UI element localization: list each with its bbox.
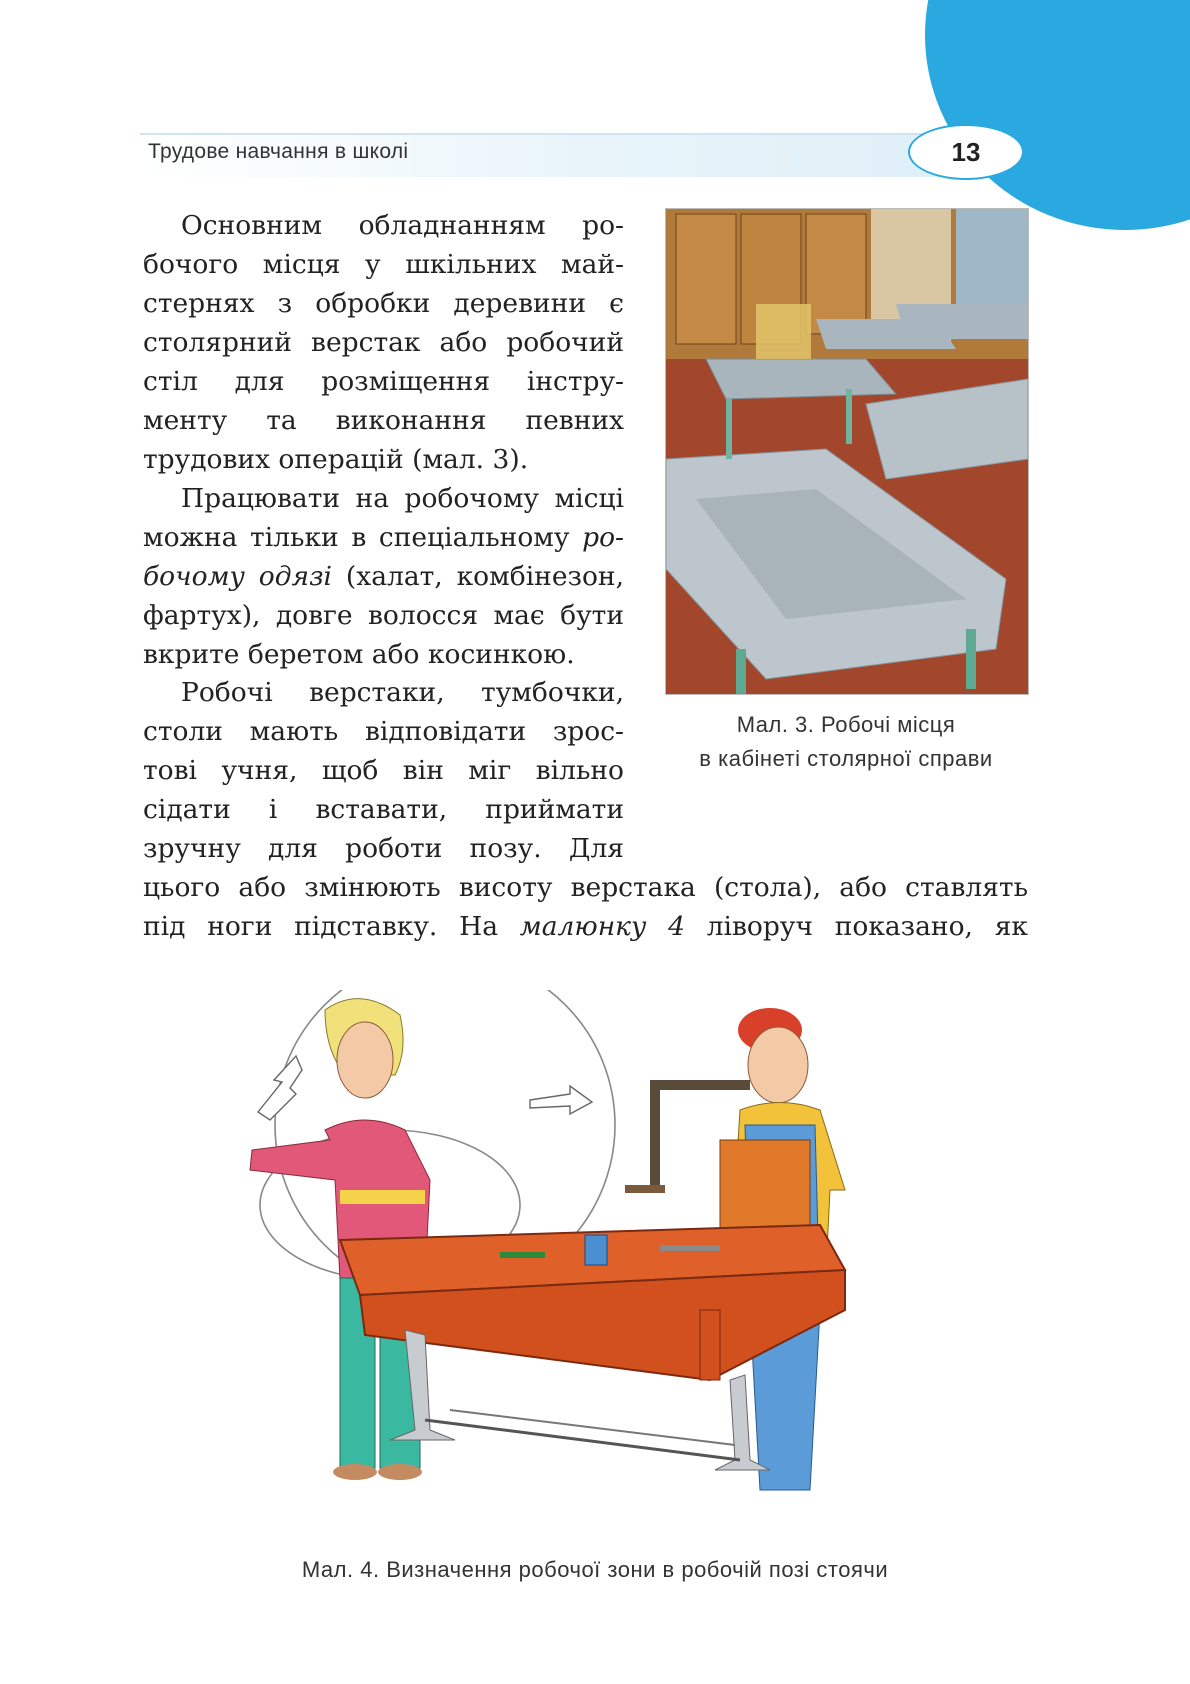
- text-line: [143, 907, 1028, 946]
- text-line: Основним обладнанням ро-: [181, 210, 624, 241]
- working-zone-drawing: [230, 990, 1010, 1550]
- italic-term: ро-: [582, 522, 624, 553]
- text-line: стіл для розміщення інстру-: [143, 366, 624, 397]
- text-line: бочого місця у шкільних май-: [143, 249, 624, 280]
- text-run: можна тільки в спеціальному: [143, 522, 583, 553]
- italic-term: бочому одязі: [143, 561, 333, 592]
- text-line: менту та виконання певних: [143, 405, 624, 436]
- text-line: Працювати на робочому місці: [181, 483, 624, 514]
- paragraph-2: [143, 479, 624, 674]
- text-line: сідати і вставати, приймати: [143, 794, 624, 825]
- text-line: [143, 557, 624, 596]
- workshop-photo: [665, 208, 1029, 695]
- workshop-photo-drawing: [666, 209, 1028, 694]
- figure-3-caption-line: Мал. 3. Робочі місця: [736, 712, 956, 737]
- text-line: трудових операцій (мал. 3).: [143, 444, 529, 475]
- running-title: Трудове навчання в школі: [148, 140, 409, 163]
- working-zone-illustration: [230, 990, 1010, 1550]
- text-run: ліворуч показано, як: [684, 911, 1028, 942]
- page-number-badge: [908, 124, 1024, 180]
- paragraph-1: [143, 206, 624, 479]
- text-line: тові учня, щоб він міг вільно: [143, 755, 624, 786]
- page-number: 13: [951, 136, 981, 167]
- text-run: (халат, комбінезон,: [332, 561, 625, 592]
- text-line: фартух), довге волосся має бути: [143, 600, 624, 631]
- text-line: столярний верстак або робочий: [143, 327, 624, 358]
- text-line: зручну для роботи позу. Для: [143, 833, 624, 864]
- text-line: [143, 518, 624, 557]
- text-line: цього або змінюють висоту верстака (стола), або ставлять: [143, 872, 1028, 903]
- figure-3-caption: [660, 708, 1032, 776]
- figure-4-caption: Мал. 4. Визначення робочої зони в робочій позі стоячи: [301, 1557, 889, 1582]
- text-run: під ноги підставку. На: [143, 911, 520, 942]
- text-line: Робочі верстаки, тумбочки,: [181, 677, 624, 708]
- corner-decoration: [925, 0, 1190, 230]
- text-line: вкрите беретом або косинкою.: [143, 639, 575, 670]
- text-line: стернях з обробки деревини є: [143, 288, 624, 319]
- text-line: столи мають відповідати зрос-: [143, 716, 624, 747]
- figure-3-caption-line: в кабінеті столярної справи: [699, 746, 993, 771]
- italic-term: малюнку 4: [519, 911, 685, 942]
- paragraph-3-full-width: [143, 868, 1028, 946]
- paragraph-3: [143, 673, 624, 868]
